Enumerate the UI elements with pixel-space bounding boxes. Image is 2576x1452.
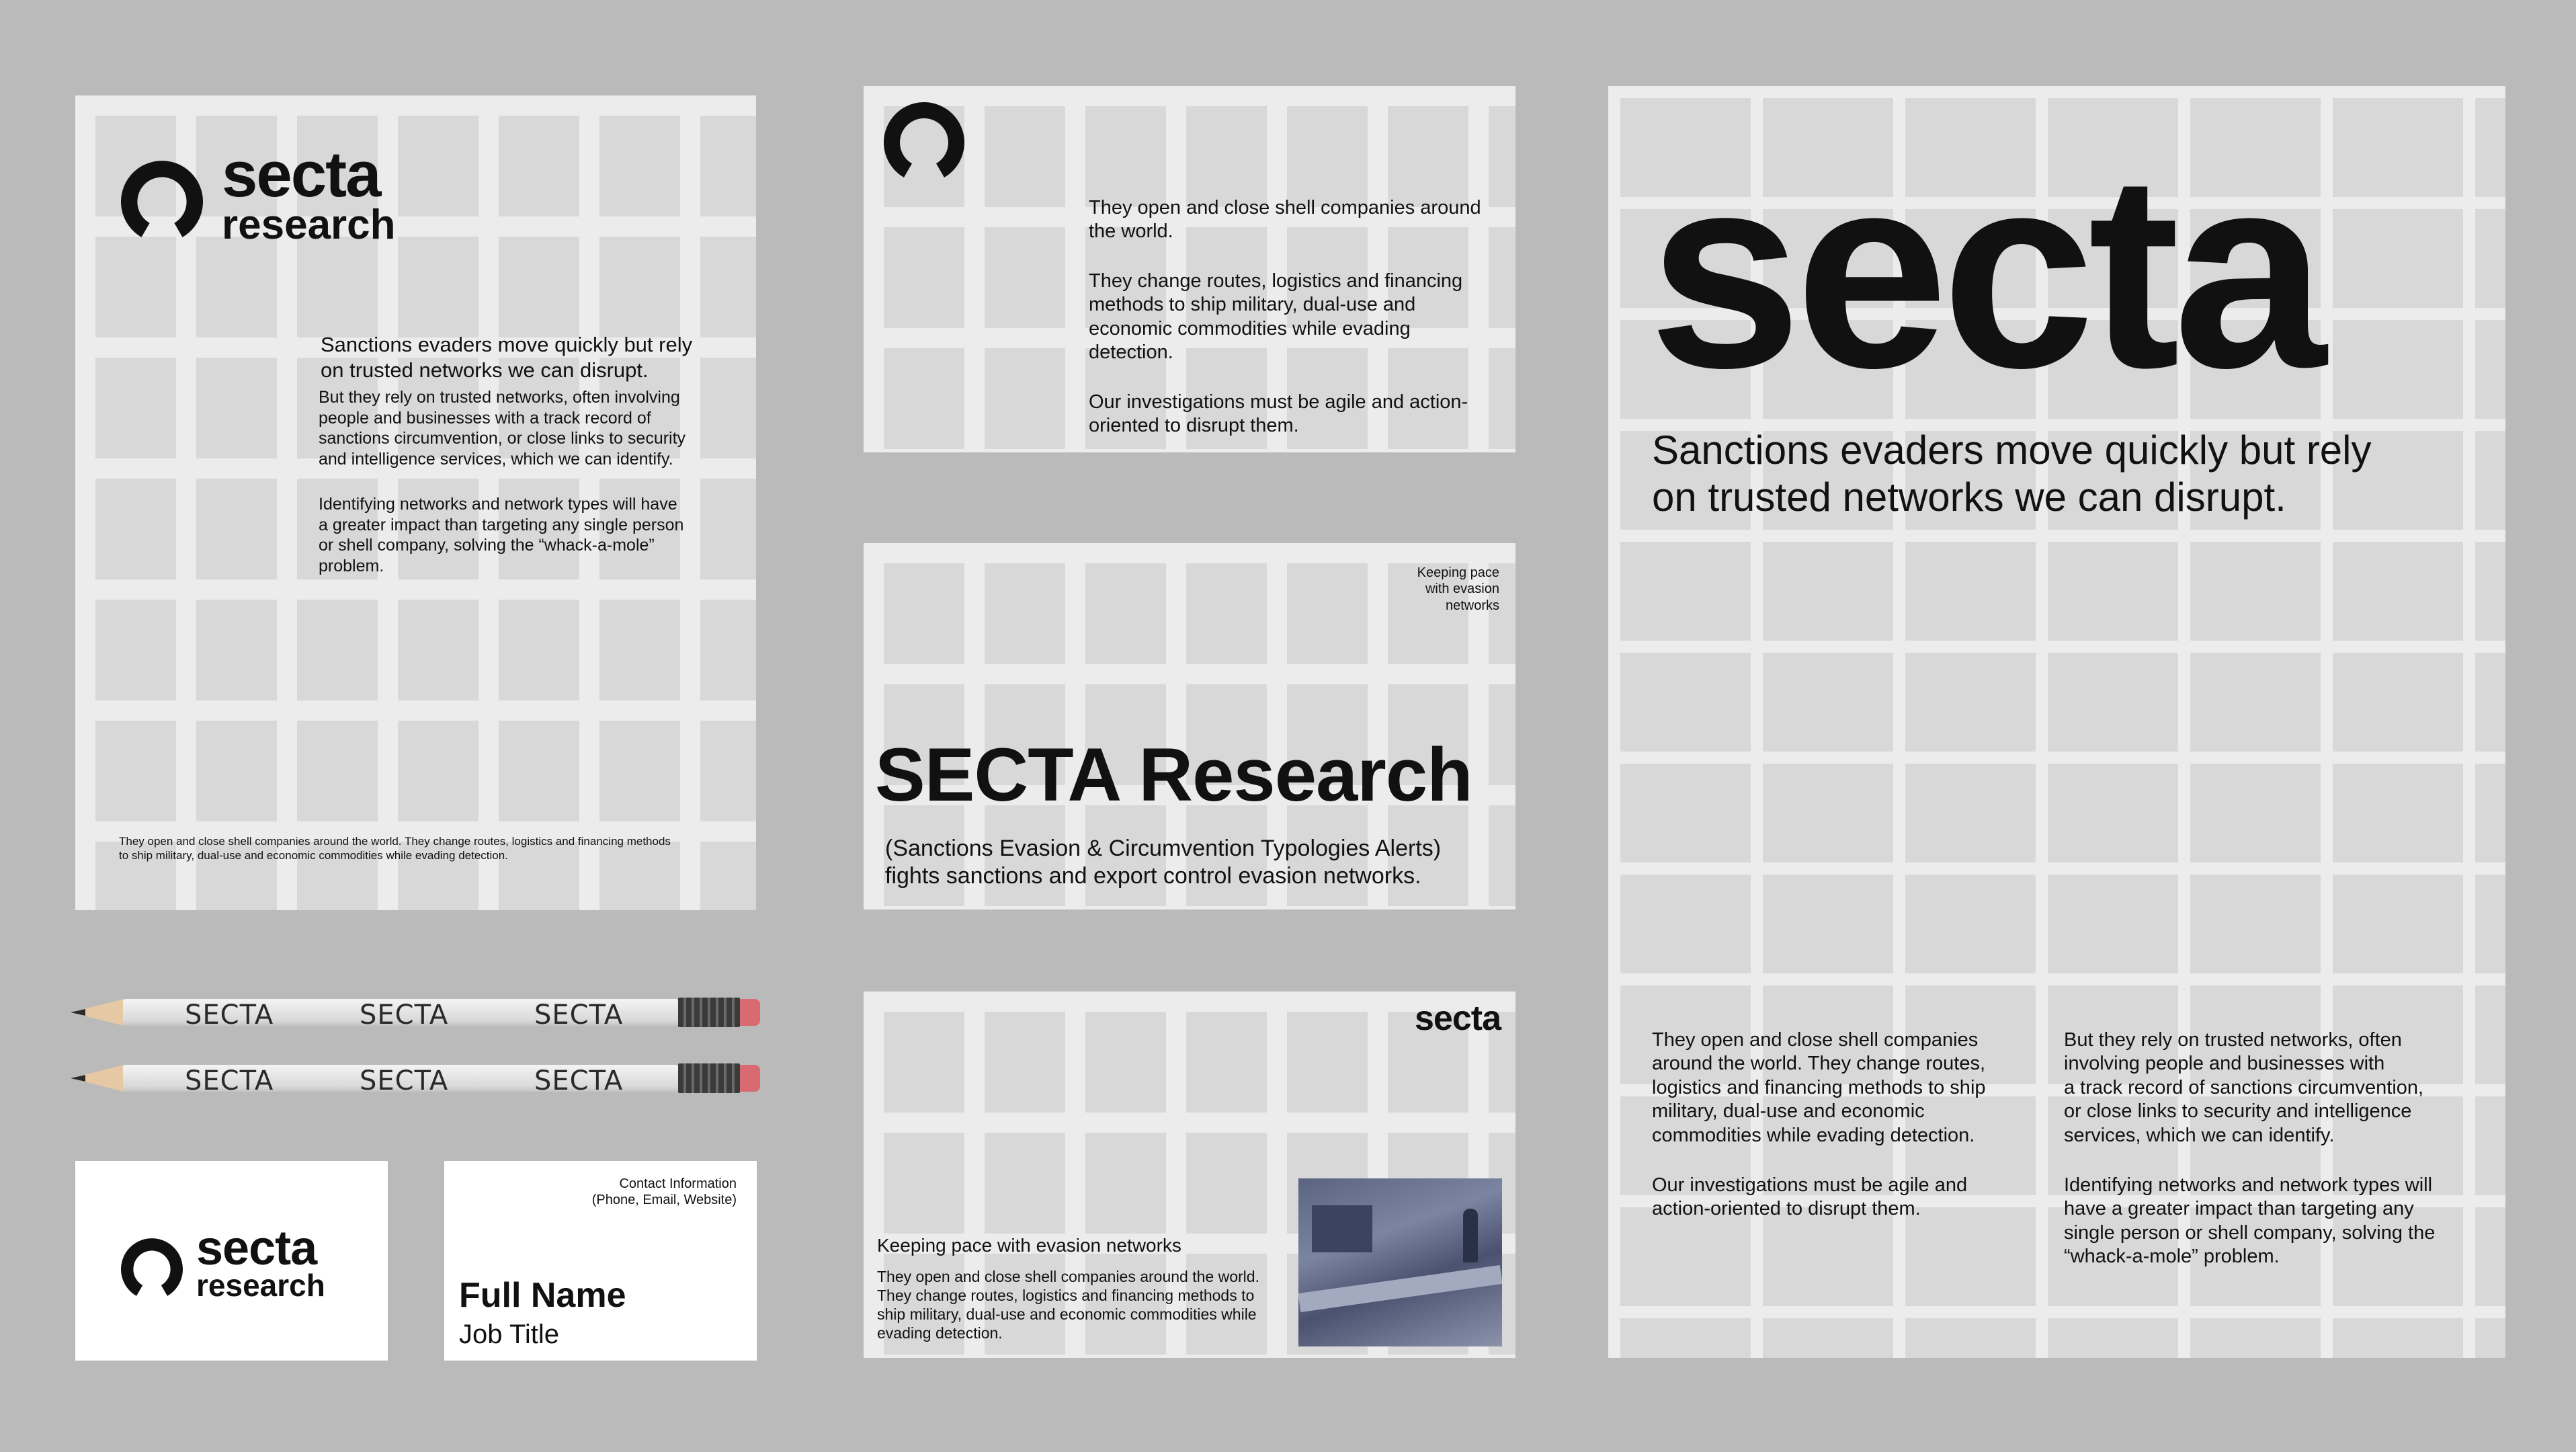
letter-wordmark-research: research xyxy=(222,202,396,248)
business-card-front xyxy=(75,1161,388,1361)
poster-headline: Sanctions evaders move quickly but rely on trusted networks we can disrupt. xyxy=(1652,428,2372,520)
slide3-body: They open and close shell companies around the world. They change routes, logistics and financing methods to ship military, dual-use and economic commodities while evading detection. xyxy=(877,1268,1259,1342)
pencil-word: SECTA xyxy=(360,1000,449,1031)
branded-pencil xyxy=(71,1062,764,1094)
letter-body-paragraph-1: But they rely on trusted networks, often involving people and businesses with a track record of sanctions circumvention, or close links to security and intelligence services, which we can identify. xyxy=(319,388,686,469)
slide-title-panel xyxy=(864,543,1515,910)
industrial-pipeline-photo xyxy=(1298,1178,1502,1346)
card-wordmark-secta: secta xyxy=(196,1221,317,1275)
letter-footer-text: They open and close shell companies around the world. They change routes, logistics and financing methods to ship military, dual-use and economic commodities while evading detection. xyxy=(119,835,671,862)
card-contact-information: Contact Information (Phone, Email, Website) xyxy=(591,1176,737,1208)
photo-worker-shape xyxy=(1463,1209,1478,1262)
pencil-word: SECTA xyxy=(185,1000,274,1031)
poster-panel xyxy=(1608,86,2505,1358)
slide3-heading: Keeping pace with evasion networks xyxy=(877,1235,1181,1256)
slide-photo-panel xyxy=(864,992,1515,1358)
slide-text-panel xyxy=(864,86,1515,452)
card-job-title: Job Title xyxy=(459,1320,559,1349)
pencil-word: SECTA xyxy=(534,1000,624,1031)
pencil-ferrule-shape xyxy=(678,998,740,1027)
poster-column-2-paragraph-1: But they rely on trusted networks, often involving people and businesses with a track record of sanctions circumvention, or close links to security and intelligence services, which we can identify. xyxy=(2064,1029,2424,1146)
secta-ring-logo-icon xyxy=(121,158,203,240)
photo-machinery-shape xyxy=(1312,1205,1372,1252)
pencil-ferrule-shape xyxy=(678,1063,740,1093)
card-full-name: Full Name xyxy=(459,1276,626,1315)
slide1-paragraph-1: They open and close shell companies around the world. xyxy=(1089,197,1481,243)
pencil-eraser-shape xyxy=(740,999,760,1026)
slide2-subtitle: (Sanctions Evasion & Circumvention Typologies Alerts) fights sanctions and export control evasion networks. xyxy=(885,836,1442,889)
business-card-back xyxy=(444,1161,757,1361)
poster-column-2-paragraph-2: Identifying networks and network types will have a greater impact than targeting any single person or shell company, solving the “whack-a-mole” problem. xyxy=(2064,1174,2436,1268)
branded-pencil xyxy=(71,996,764,1031)
slide2-title: SECTA Research xyxy=(875,733,1472,817)
slide2-corner-caption: Keeping pace with evasion networks xyxy=(1417,565,1499,613)
slide3-wordmark: secta xyxy=(1415,999,1501,1038)
letterhead-panel xyxy=(75,95,756,910)
pencil-word: SECTA xyxy=(185,1065,274,1096)
card-wordmark-research: research xyxy=(196,1268,325,1303)
poster-wordmark: secta xyxy=(1649,117,2320,425)
pencil-word: SECTA xyxy=(534,1065,624,1096)
pencil-lead-shape xyxy=(71,1075,85,1082)
photo-pipe-shape xyxy=(1298,1265,1502,1312)
secta-ring-logo-icon xyxy=(121,1236,183,1298)
pencil-lead-shape xyxy=(71,1009,85,1016)
poster-column-1-paragraph-2: Our investigations must be agile and action-oriented to disrupt them. xyxy=(1652,1174,1968,1220)
secta-ring-logo-icon xyxy=(884,99,964,180)
slide1-paragraph-3: Our investigations must be agile and action- oriented to disrupt them. xyxy=(1089,391,1468,437)
pencil-word: SECTA xyxy=(360,1065,449,1096)
slide1-paragraph-2: They change routes, logistics and financing methods to ship military, dual-use and economic commodities while evading detection. xyxy=(1089,270,1463,364)
letter-headline: Sanctions evaders move quickly but rely on trusted networks we can disrupt. xyxy=(321,333,693,382)
pencil-eraser-shape xyxy=(740,1065,760,1092)
poster-column-1-paragraph-1: They open and close shell companies around the world. They change routes, logistics and financing methods to ship military, dual-use and economic commodities while evading detection. xyxy=(1652,1029,1986,1146)
letter-body-paragraph-2: Identifying networks and network types will have a greater impact than targeting any single person or shell company, solving the “whack-a-mole” problem. xyxy=(319,495,684,575)
letter-wordmark-secta: secta xyxy=(222,138,380,210)
